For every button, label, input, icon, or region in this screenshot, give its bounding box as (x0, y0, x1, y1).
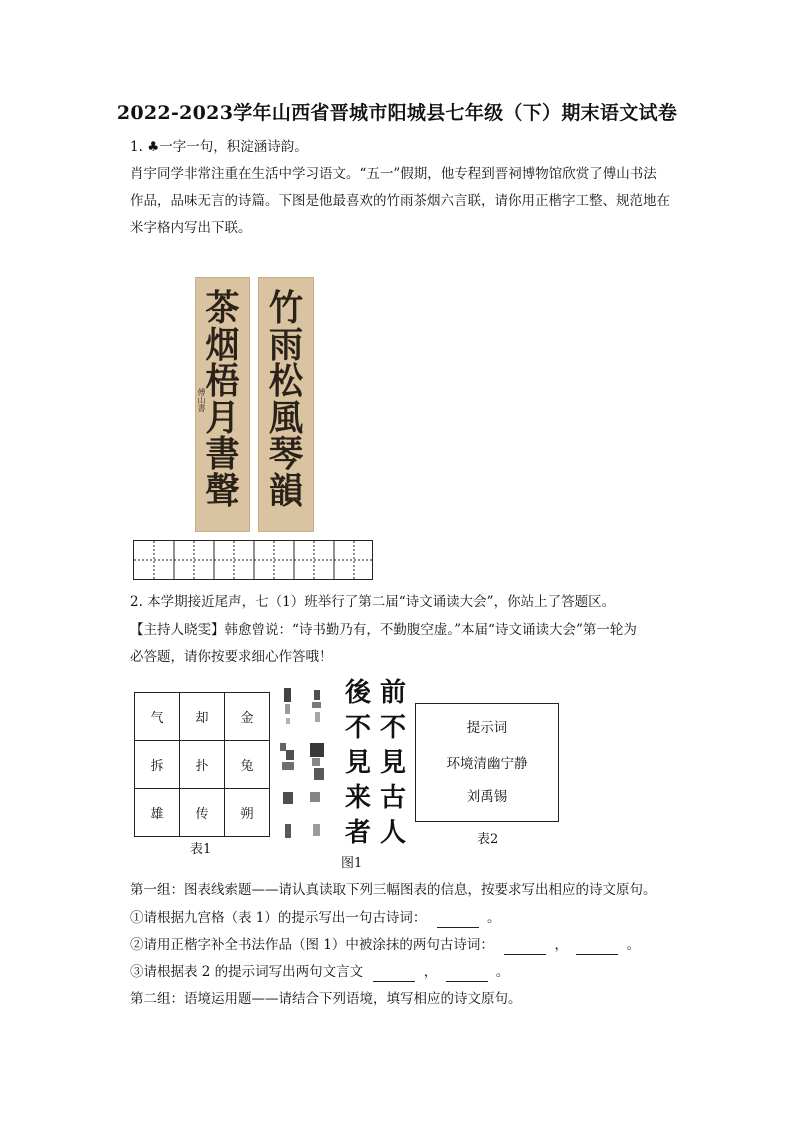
grid-cell: 拆 (135, 741, 180, 789)
couplet-right-char-3: 松 (268, 360, 304, 402)
calligraphy-column-left (343, 676, 373, 851)
calligraphy-char: 来 (344, 783, 371, 813)
grid-cell: 传 (180, 789, 225, 837)
group2-instruction: 第二组：语境运用题——请结合下列语境，填写相应的诗文原句。 (130, 991, 522, 1007)
grid-cell: 气 (135, 693, 180, 741)
calligraphy-column-right (378, 676, 408, 851)
grid-cell: 扑 (180, 741, 225, 789)
table2-caption: 表2 (477, 832, 499, 847)
couplet-left-char-5: 書 (205, 433, 240, 475)
hint-item: 刘禹锡 (466, 789, 508, 805)
grid-cell: 却 (180, 693, 225, 741)
calligraphy-char: 人 (379, 818, 406, 848)
item3-text: ③请根据表 2 的提示词写出两句文言文 (130, 964, 364, 980)
table1-caption: 表1 (190, 842, 212, 857)
item1-text: ①请根据九宫格（表 1）的提示写出一句古诗词： (130, 910, 427, 926)
grid-cell: 雄 (135, 789, 180, 837)
q2-intro-line-1: 【主持人晓雯】韩愈曾说：“诗书勤乃有，不勤腹空虚。”本届“诗文诵读大会”第一轮为 (130, 622, 637, 638)
grid-cell: 朔 (225, 789, 270, 837)
hint-words-box (415, 703, 559, 822)
q1-heading: 1. ♣一字一句，积淀涵诗韵。 (130, 139, 308, 155)
q1-para-line-3: 米字格内写出下联。 (130, 220, 252, 236)
couplet-right-char-4: 風 (268, 396, 304, 439)
couplet-right-char-1: 竹 (268, 287, 304, 329)
calligraphy-char: 不 (379, 713, 406, 743)
grid-cell: 兔 (225, 741, 270, 789)
nine-grid-table (134, 692, 270, 837)
couplet-right-char-6: 韻 (268, 469, 304, 512)
couplet-right-char-2: 雨 (268, 323, 304, 366)
couplet-left-char-3: 梧 (205, 360, 240, 402)
hint-box-title: 提示词 (466, 720, 508, 736)
grid-cell: 金 (225, 693, 270, 741)
answer-blank[interactable] (446, 967, 488, 982)
q2-intro-line-2: 必答题，请你按要求细心作答哦！ (130, 649, 333, 665)
answer-blank[interactable] (373, 967, 415, 982)
calligraphy-char: 不 (344, 713, 371, 743)
figure1-caption: 图1 (341, 856, 363, 871)
item2-comma: ， (554, 937, 568, 953)
calligraphy-char: 見 (344, 748, 371, 778)
couplet-left-char-1: 茶 (205, 287, 240, 329)
couplet-left-char-2: 烟 (205, 323, 240, 366)
calligraphy-char: 古 (379, 783, 406, 813)
page-title: 2022-2023学年山西省晋城市阳城县七年级（下）期末语文试卷 (116, 102, 678, 124)
item2-period: 。 (626, 937, 641, 953)
calligraphy-char: 者 (344, 818, 371, 848)
answer-blank[interactable] (576, 940, 618, 955)
smudged-calligraphy-columns (280, 688, 330, 840)
item1-period: 。 (486, 910, 501, 926)
group1-instruction: 第一组：图表线索题——请认真读取下列三幅图表的信息，按要求写出相应的诗文原句。 (130, 882, 657, 898)
answer-blank[interactable] (504, 940, 546, 955)
couplet-left-char-4: 月 (205, 396, 240, 439)
couplet-left-char-6: 聲 (205, 469, 240, 512)
item3-line (130, 962, 509, 982)
calligraphy-char: 後 (344, 678, 371, 708)
item2-text: ②请用正楷字补全书法作品（图 1）中被涂抹的两句古诗词： (130, 937, 494, 953)
item1-line (130, 908, 500, 928)
item3-period: 。 (495, 964, 510, 980)
calligraphy-char: 前 (379, 678, 406, 708)
calligraphy-char: 見 (379, 748, 406, 778)
q1-para-line-1: 肖宇同学非常注重在生活中学习语文。“五一”假期，他专程到晋祠博物馆欣赏了傅山书法 (130, 166, 657, 182)
couplet-right-char-5: 琴 (268, 433, 304, 475)
q2-heading: 2. 本学期接近尾声，七（1）班举行了第二届“诗文诵读大会”，你站上了答题区。 (130, 594, 616, 610)
mizi-answer-grid[interactable] (133, 540, 373, 580)
couplet-scroll-right (258, 277, 314, 532)
hint-item: 环境清幽宁静 (446, 756, 528, 772)
answer-blank[interactable] (437, 913, 479, 928)
item2-line (130, 935, 640, 955)
q1-para-line-2: 作品，品味无言的诗篇。下图是他最喜欢的竹雨茶烟六言联，请你用正楷字工整、规范地在 (130, 193, 670, 209)
couplet-seal-signature: 傅山書 (197, 388, 206, 412)
mizi-grid-lines (134, 541, 372, 579)
item3-comma: ， (423, 964, 438, 980)
